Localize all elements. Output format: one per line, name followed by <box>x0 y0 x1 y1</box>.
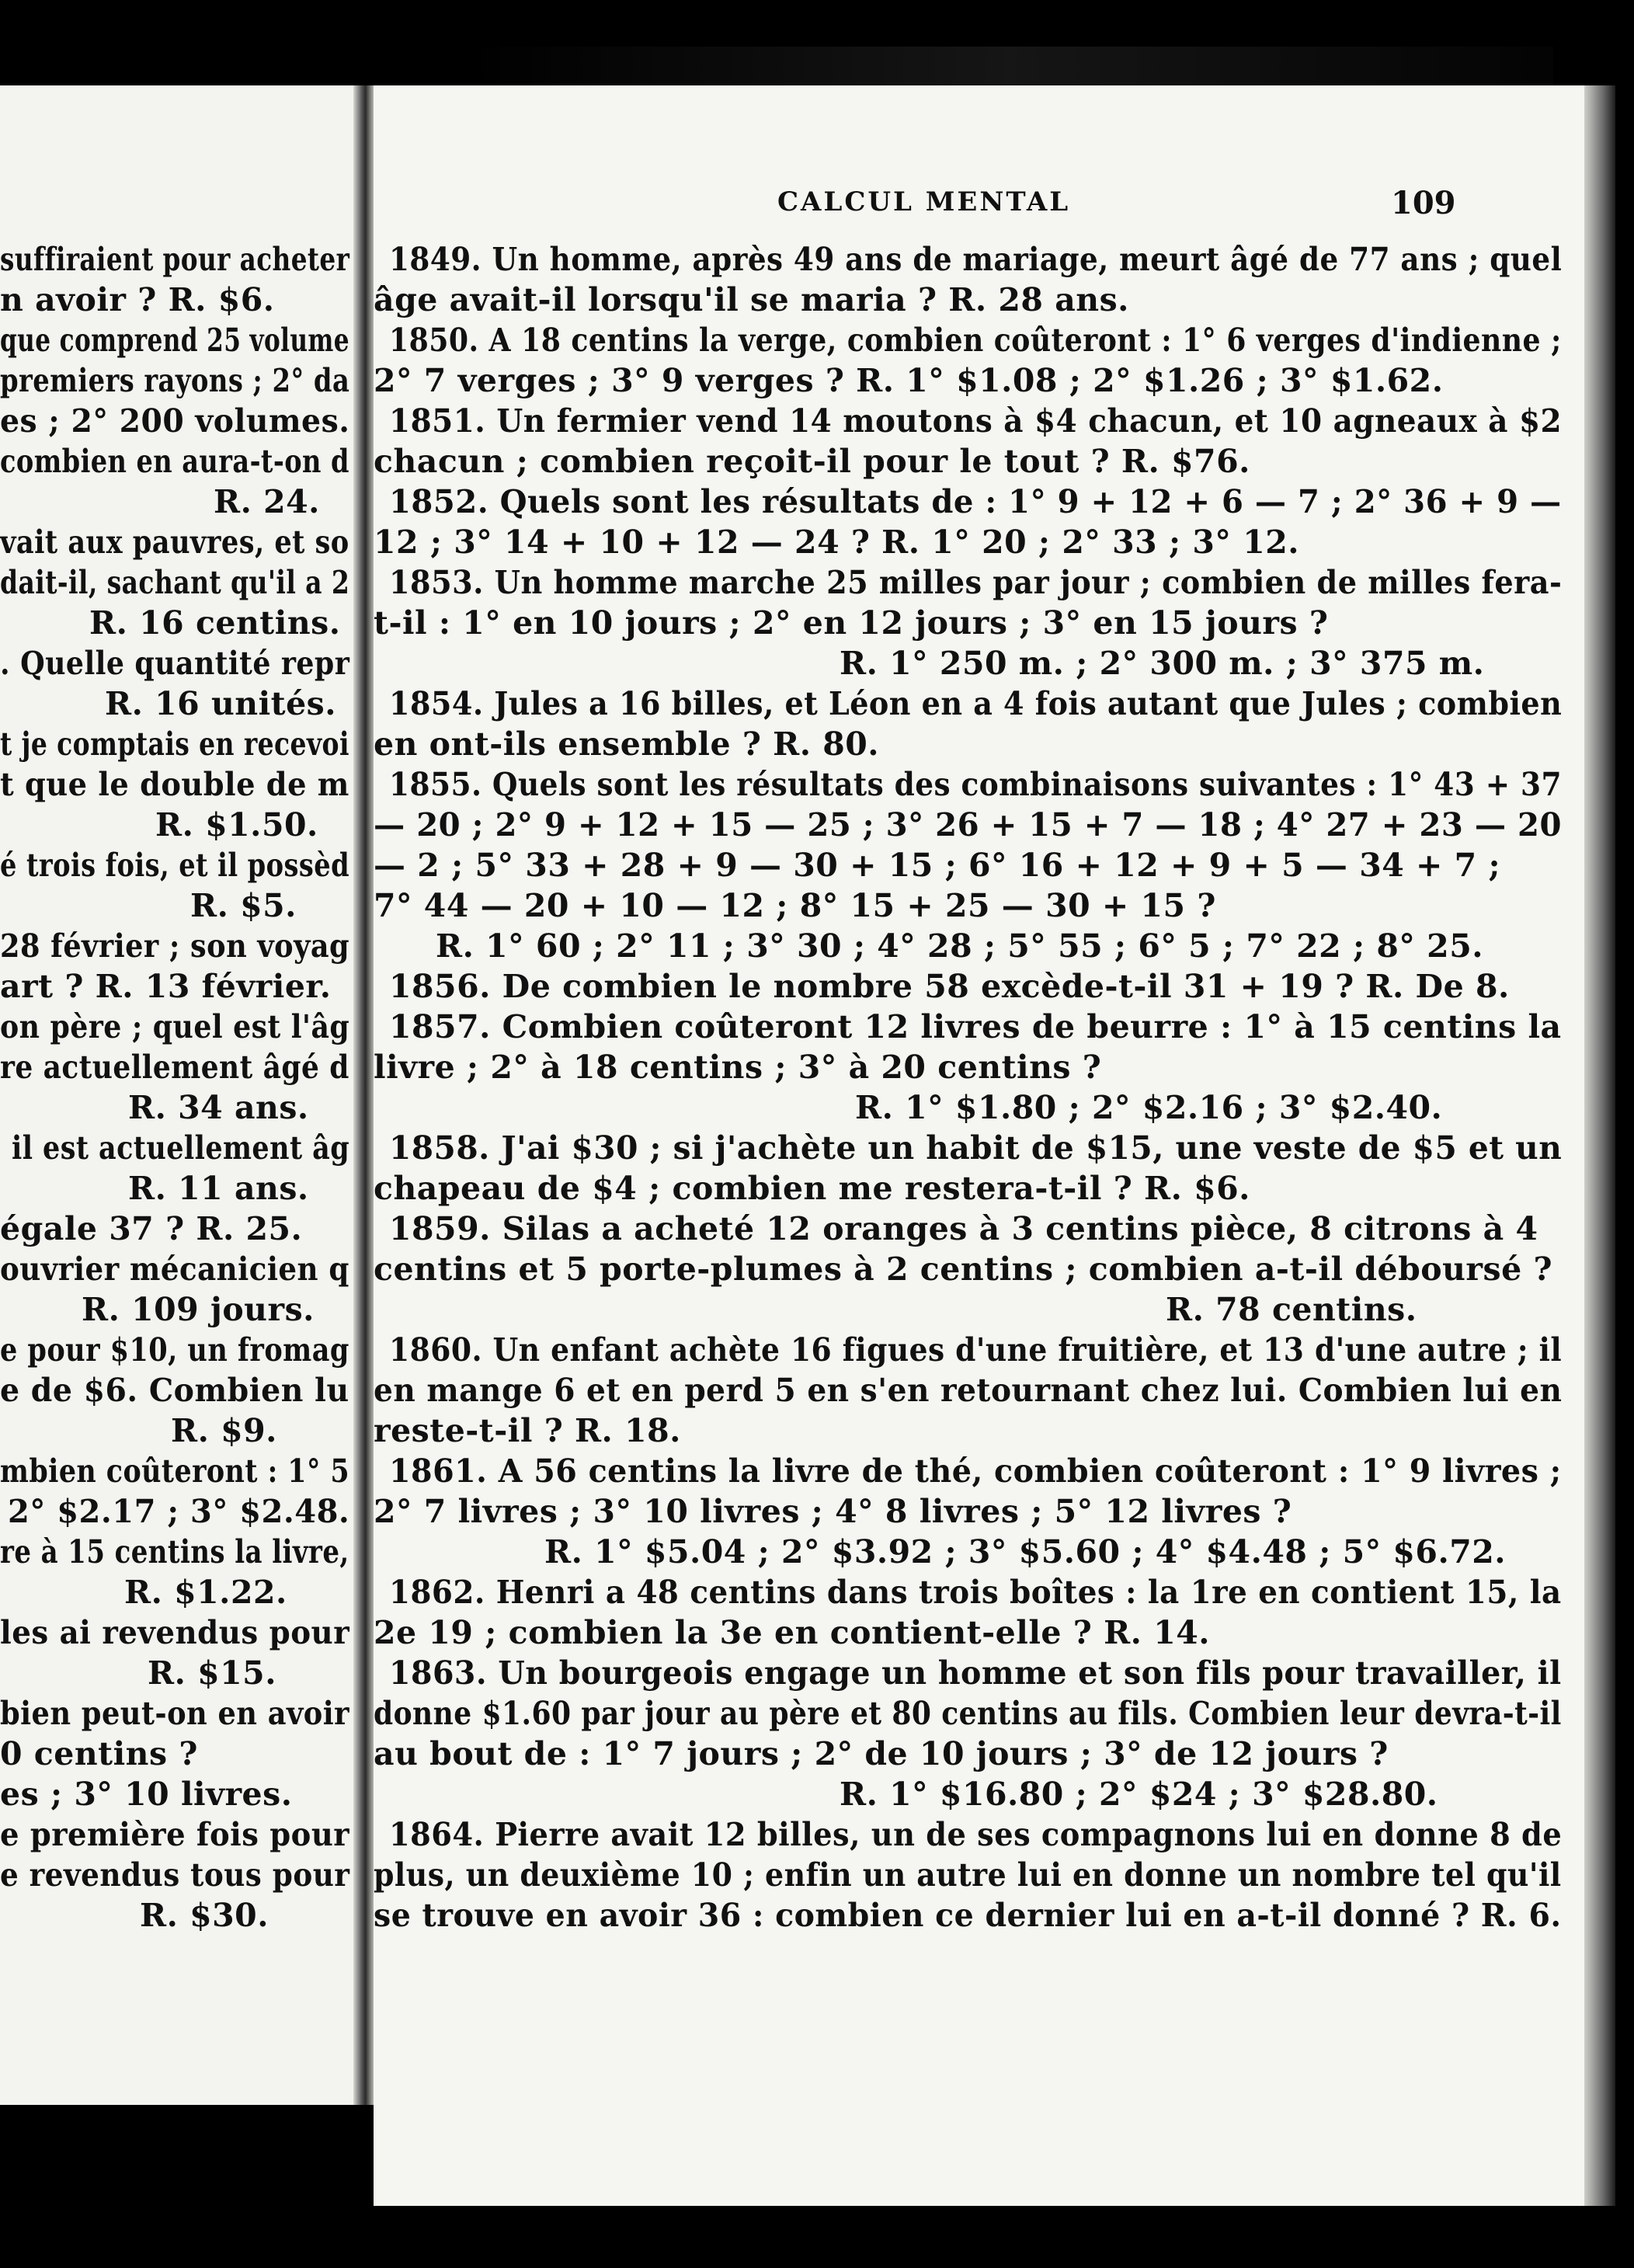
left-line: t je comptais en recevoi <box>0 725 349 763</box>
left-line: 0 centins ? <box>0 1735 198 1772</box>
left-line: R. $15. <box>148 1654 276 1692</box>
text-line: reste-t-il ? R. 18. <box>374 1412 681 1449</box>
text-line: t-il : 1° en 10 jours ; 2° en 12 jours ; 3° en 15 jours ? <box>374 604 1329 642</box>
left-line: e première fois pour <box>0 1816 350 1853</box>
page-edge <box>1584 85 1615 2206</box>
left-line: premiers rayons ; 2° da <box>0 362 350 399</box>
text-line: chapeau de $4 ; combien me restera-t-il ? R. $6. <box>374 1170 1250 1207</box>
text-line: 1849. Un homme, après 49 ans de mariage, meurt âgé de 77 ans ; quel <box>389 241 1563 278</box>
left-line: les ai revendus pour <box>0 1614 350 1651</box>
right-page <box>374 85 1585 2206</box>
left-line: R. $1.22. <box>124 1574 287 1611</box>
text-line: au bout de : 1° 7 jours ; 2° de 10 jours ; 3° de 12 jours ? <box>374 1735 1389 1772</box>
text-line: R. 78 centins. <box>1166 1291 1417 1328</box>
left-line: ouvrier mécanicien q <box>0 1251 349 1288</box>
left-line: bien peut-on en avoir <box>0 1695 349 1732</box>
left-line: suffiraient pour acheter <box>0 241 350 278</box>
left-line: es ; 3° 10 livres. <box>0 1776 293 1813</box>
text-line: 1857. Combien coûteront 12 livres de beurre : 1° à 15 centins la <box>389 1008 1562 1045</box>
text-line: en mange 6 et en perd 5 en s'en retournant chez lui. Combien lui en <box>374 1372 1563 1409</box>
text-line: 1863. Un bourgeois engage un homme et son fils pour travailler, il <box>389 1654 1562 1692</box>
text-line: 1859. Silas a acheté 12 oranges à 3 centins pièce, 8 citrons à 4 <box>389 1210 1538 1247</box>
left-line: é trois fois, et il possèd <box>0 847 350 884</box>
left-line: es ; 2° 200 volumes. <box>0 402 350 440</box>
left-line: re à 15 centins la livre, <box>0 1533 349 1571</box>
left-line: e revendus tous pour <box>0 1856 350 1894</box>
text-line: 1850. A 18 centins la verge, combien coûteront : 1° 6 verges d'indienne ; <box>389 322 1562 359</box>
left-line: R. 34 ans. <box>128 1089 309 1126</box>
text-line: 2° 7 livres ; 3° 10 livres ; 4° 8 livres ; 5° 12 livres ? <box>374 1493 1292 1530</box>
left-line: R. $9. <box>171 1412 277 1449</box>
left-line: combien en aura-t-on d <box>0 443 349 480</box>
left-page <box>0 85 355 2105</box>
left-line: on père ; quel est l'âg <box>0 1008 350 1045</box>
left-line: dait-il, sachant qu'il a 2 <box>0 564 350 601</box>
left-line: 2° $2.17 ; 3° $2.48. <box>8 1493 350 1530</box>
left-line: R. 109 jours. <box>82 1291 315 1328</box>
text-line: R. 1° $1.80 ; 2° $2.16 ; 3° $2.40. <box>855 1089 1443 1126</box>
text-line: plus, un deuxième 10 ; enfin un autre lui en donne un nombre tel qu'il <box>374 1856 1562 1894</box>
left-line: t que le double de m <box>0 766 349 803</box>
text-line: 1856. De combien le nombre 58 excède-t-il 31 + 19 ? R. De 8. <box>389 968 1510 1005</box>
text-line: donne $1.60 par jour au père et 80 centins au fils. Combien leur devra-t-il <box>374 1695 1562 1732</box>
text-line: chacun ; combien reçoit-il pour le tout ? R. $76. <box>374 443 1250 480</box>
text-line: 12 ; 3° 14 + 10 + 12 — 24 ? R. 1° 20 ; 2° 33 ; 3° 12. <box>374 524 1300 561</box>
text-line: 1854. Jules a 16 billes, et Léon en a 4 fois autant que Jules ; combien <box>389 685 1563 722</box>
text-line: 7° 44 — 20 + 10 — 12 ; 8° 15 + 25 — 30 + 15 ? <box>374 887 1216 924</box>
text-line: 2° 7 verges ; 3° 9 verges ? R. 1° $1.08 ; 2° $1.26 ; 3° $1.62. <box>374 362 1444 399</box>
left-line: mbien coûteront : 1° 5 <box>0 1452 350 1490</box>
text-line: 2e 19 ; combien la 3e en contient-elle ? R. 14. <box>374 1614 1211 1651</box>
left-line: R. $30. <box>140 1897 269 1934</box>
page-number: 109 <box>1391 185 1456 221</box>
left-line: e de $6. Combien lu <box>0 1372 349 1409</box>
text-line: 1855. Quels sont les résultats des combinaisons suivantes : 1° 43 + 37 <box>389 766 1562 803</box>
left-line: n avoir ? R. $6. <box>0 281 275 318</box>
left-line: R. 24. <box>214 483 320 520</box>
left-line: 28 février ; son voyag <box>0 927 350 965</box>
text-line: R. 1° $5.04 ; 2° $3.92 ; 3° $5.60 ; 4° $4.48 ; 5° $6.72. <box>544 1533 1507 1571</box>
left-line: e pour $10, un fromag <box>0 1331 349 1369</box>
book-gutter <box>353 85 374 2105</box>
running-head: CALCUL MENTAL <box>777 186 1071 217</box>
left-line: il est actuellement âg <box>12 1129 350 1167</box>
text-line: R. 1° 250 m. ; 2° 300 m. ; 3° 375 m. <box>840 645 1485 682</box>
left-line: vait aux pauvres, et so <box>0 524 349 561</box>
left-line: que comprend 25 volume <box>0 322 349 359</box>
left-line: R. $5. <box>190 887 297 924</box>
left-line: R. $1.50. <box>155 806 318 844</box>
left-line: R. 16 unités. <box>105 685 337 722</box>
text-line: 1861. A 56 centins la livre de thé, combien coûteront : 1° 9 livres ; <box>389 1452 1562 1490</box>
left-line: R. 16 centins. <box>89 604 341 642</box>
text-line: livre ; 2° à 18 centins ; 3° à 20 centins ? <box>374 1049 1102 1086</box>
text-line: 1853. Un homme marche 25 milles par jour ; combien de milles fera- <box>389 564 1563 601</box>
text-line: R. 1° 60 ; 2° 11 ; 3° 30 ; 4° 28 ; 5° 55 ; 6° 5 ; 7° 22 ; 8° 25. <box>436 927 1484 965</box>
text-line: 1864. Pierre avait 12 billes, un de ses compagnons lui en donne 8 de <box>389 1816 1563 1853</box>
left-line: re actuellement âgé d <box>0 1049 349 1086</box>
text-line: 1862. Henri a 48 centins dans trois boîtes : la 1re en contient 15, la <box>389 1574 1562 1611</box>
text-line: se trouve en avoir 36 : combien ce dernier lui en a-t-il donné ? R. 6. <box>374 1897 1562 1934</box>
text-line: 1858. J'ai $30 ; si j'achète un habit de $15, une veste de $5 et un <box>389 1129 1563 1167</box>
left-line: . Quelle quantité repr <box>0 645 350 682</box>
text-line: en ont-ils ensemble ? R. 80. <box>374 725 880 763</box>
text-line: âge avait-il lorsqu'il se maria ? R. 28 ans. <box>374 281 1129 318</box>
left-line: égale 37 ? R. 25. <box>0 1210 303 1247</box>
left-line: R. 11 ans. <box>128 1170 309 1207</box>
text-line: — 2 ; 5° 33 + 28 + 9 — 30 + 15 ; 6° 16 + 12 + 9 + 5 — 34 + 7 ; <box>374 847 1501 884</box>
text-line: 1852. Quels sont les résultats de : 1° 9 + 12 + 6 — 7 ; 2° 36 + 9 — <box>389 483 1562 520</box>
text-line: centins et 5 porte-plumes à 2 centins ; combien a-t-il déboursé ? <box>374 1251 1552 1288</box>
text-line: — 20 ; 2° 9 + 12 + 15 — 25 ; 3° 26 + 15 + 7 — 18 ; 4° 27 + 23 — 20 <box>374 806 1562 844</box>
text-line: 1860. Un enfant achète 16 figues d'une fruitière, et 13 d'une autre ; il <box>389 1331 1563 1369</box>
text-line: 1851. Un fermier vend 14 moutons à $4 chacun, et 10 agneaux à $2 <box>389 402 1563 440</box>
text-line: R. 1° $16.80 ; 2° $24 ; 3° $28.80. <box>840 1776 1438 1813</box>
left-line: art ? R. 13 février. <box>0 968 332 1005</box>
